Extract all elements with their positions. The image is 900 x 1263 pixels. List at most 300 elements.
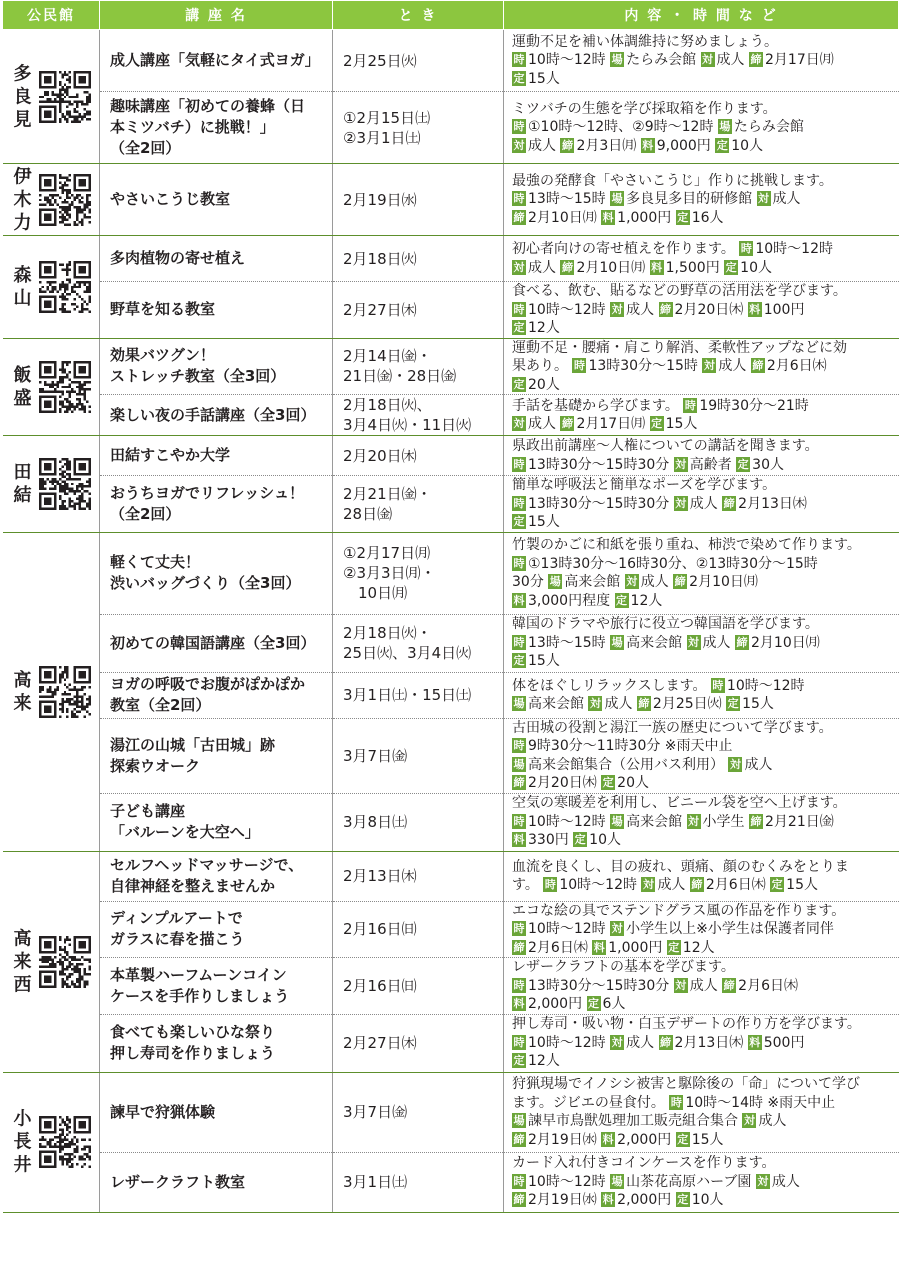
details-text: 2月13日㈭ <box>738 495 807 512</box>
course-details-line <box>512 397 893 416</box>
course-name <box>100 436 333 476</box>
info-tag-badge: 定 <box>513 377 525 391</box>
kouminkan-cell <box>3 851 100 1072</box>
details-text: 2月3日㈪ <box>576 137 641 154</box>
details-text: 13時30分～15時 <box>588 358 703 374</box>
table-row <box>3 164 899 236</box>
details-text: 成人 <box>772 191 801 208</box>
course-details-line <box>512 1191 893 1210</box>
info-tag-badge: 締 <box>750 53 762 67</box>
details-text: 20人 <box>528 376 560 393</box>
course-name-line: 湯江の山城「古田城」跡 <box>110 735 276 754</box>
qr-code-icon <box>39 361 91 413</box>
header-date: と き <box>333 1 504 30</box>
details-text: 2月17日㈪ <box>765 52 834 69</box>
details-text: 13時～15時 <box>528 634 611 651</box>
course-date <box>333 92 504 164</box>
info-tag-badge: 時 <box>573 359 585 372</box>
table-row <box>3 395 899 436</box>
course-details-line <box>512 172 893 191</box>
course-name-line: 多肉植物の寄せ植え <box>110 249 246 267</box>
details-text: 10時～12時 <box>528 921 611 937</box>
details-text: 狩猟現場でイノシシ被害と駆除後の「命」について学び <box>512 1076 860 1092</box>
details-text: 10時～12時 <box>528 813 611 830</box>
table-row <box>3 1152 899 1212</box>
course-details-line <box>512 339 893 358</box>
info-tag-badge: 定 <box>513 515 525 528</box>
info-tag-badge: 時 <box>513 978 525 992</box>
table-row <box>3 1072 899 1152</box>
details-text: 2,000円 <box>617 1192 676 1209</box>
course-date-line: 3月8日㈯ <box>343 813 408 831</box>
info-tag-badge: 料 <box>749 302 761 316</box>
kouminkan-cell <box>3 1072 100 1212</box>
course-details-line <box>512 456 893 475</box>
kouminkan-name-char: 伊 <box>13 166 32 187</box>
info-tag-badge: 締 <box>752 359 764 372</box>
info-tag-badge: 定 <box>574 833 586 847</box>
course-name-line: 効果バツグン！ <box>110 346 215 365</box>
course-details-line <box>512 958 893 977</box>
table-row <box>3 236 899 282</box>
details-text: 成人 <box>528 416 561 432</box>
details-text: 体をほぐしリラックスします。 <box>512 677 711 694</box>
details-text: 諫早市鳥獣処理加工販売組合集合 <box>528 1113 743 1129</box>
course-date-line: 28日㈮ <box>343 504 393 523</box>
course-date-line: 2月16日㈰ <box>343 920 417 939</box>
course-date <box>333 395 504 436</box>
info-tag-badge: 料 <box>513 593 525 607</box>
info-tag-badge: 対 <box>703 359 715 372</box>
info-tag-badge: 定 <box>668 940 680 954</box>
course-details-line <box>512 51 893 70</box>
course-date <box>333 338 504 395</box>
course-date <box>333 672 504 718</box>
course-details-line <box>512 476 893 495</box>
info-tag-badge: 締 <box>561 260 573 274</box>
table-row <box>3 436 899 476</box>
info-tag-badge: 定 <box>588 997 600 1010</box>
course-details-line <box>512 1094 893 1113</box>
table-row <box>3 793 899 851</box>
course-name <box>100 1152 333 1212</box>
details-text: 3,000円程度 <box>528 592 615 609</box>
course-details-line <box>512 652 893 671</box>
course-name-line: 初めての韓国語講座（全3回） <box>110 633 316 652</box>
course-date-line: ②3月3日㈪・ <box>343 564 436 582</box>
details-text: 2月20日㈭ <box>674 301 748 318</box>
course-details <box>504 1072 899 1152</box>
table-row <box>3 476 899 533</box>
info-tag-badge: 対 <box>688 635 700 649</box>
course-date <box>333 1014 504 1072</box>
details-text: 成人 <box>640 574 674 590</box>
course-date <box>333 958 504 1015</box>
details-text: たらみ会館 <box>626 52 701 69</box>
course-name <box>100 672 333 718</box>
course-details <box>504 958 899 1015</box>
details-text: す。 <box>512 877 544 893</box>
details-text: 県政出前講座～人権についての講話を聞きます。 <box>512 438 819 454</box>
details-text: 高来会館 <box>564 574 625 590</box>
course-details-line <box>512 920 893 939</box>
info-tag-badge: 時 <box>712 678 724 692</box>
details-text: 成人 <box>702 634 735 651</box>
info-tag-badge: 対 <box>758 192 770 206</box>
info-tag-badge: 定 <box>513 71 525 85</box>
info-tag-badge: 時 <box>513 1174 525 1188</box>
course-date-line: ②3月1日㈯ <box>343 128 421 147</box>
course-details-line <box>512 902 893 921</box>
course-details-line <box>512 282 893 301</box>
kouminkan-name-char: 良 <box>13 86 32 107</box>
kouminkan-name-char: 高 <box>13 928 32 949</box>
details-text: 食べる、飲む、貼るなどの野草の活用法を学びます。 <box>512 283 847 299</box>
course-details-line <box>512 858 893 877</box>
details-text: 高来会館 <box>626 634 687 651</box>
course-details-line <box>512 1131 893 1150</box>
info-tag-badge: 時 <box>513 192 525 206</box>
info-tag-badge: 対 <box>743 1114 755 1127</box>
details-text: 小学生 <box>702 813 749 830</box>
course-name <box>100 92 333 164</box>
info-tag-badge: 締 <box>660 1035 672 1049</box>
details-text: 13時30分～15時30分 <box>528 977 674 994</box>
course-name-line: ケースを手作りしましょう <box>110 986 290 1005</box>
info-tag-badge: 定 <box>737 457 749 471</box>
info-tag-badge: 時 <box>544 878 556 891</box>
course-name-line: やさいこうじ教室 <box>110 190 231 208</box>
course-name <box>100 718 333 793</box>
details-text: 10時～12時 <box>528 1173 611 1190</box>
course-date <box>333 30 504 92</box>
info-tag-badge: 締 <box>723 978 735 992</box>
course-details-line <box>512 831 893 850</box>
course-details <box>504 614 899 672</box>
details-text: 15人 <box>665 416 698 432</box>
course-details-line <box>512 1154 893 1173</box>
info-tag-badge: 対 <box>513 138 525 152</box>
course-date-line: 2月14日㈮・ <box>343 347 432 366</box>
details-text: 成人 <box>626 301 659 318</box>
course-details-line <box>512 1173 893 1192</box>
kouminkan-name-char: 森 <box>13 264 32 286</box>
course-details <box>504 92 899 164</box>
details-text: 成人 <box>626 1034 659 1051</box>
kouminkan-cell <box>3 30 100 164</box>
details-text: 成人 <box>528 259 561 276</box>
info-tag-badge: 時 <box>513 739 525 752</box>
course-date-line: 2月21日㈮・ <box>343 484 432 503</box>
details-text: 1,000円 <box>617 209 676 226</box>
course-date <box>333 282 504 339</box>
kouminkan-name-char: 力 <box>13 212 32 233</box>
course-details-line <box>512 137 893 156</box>
info-tag-badge: 定 <box>513 1054 525 1068</box>
info-tag-badge: 定 <box>727 697 739 710</box>
details-text: 多良見多目的研修館 <box>626 191 757 208</box>
course-date <box>333 1072 504 1152</box>
course-details <box>504 793 899 851</box>
info-tag-badge: 場 <box>611 1174 623 1188</box>
course-name <box>100 395 333 436</box>
course-details-line <box>512 301 893 320</box>
details-text: 10人 <box>731 137 764 154</box>
table-row <box>3 1014 899 1072</box>
info-tag-badge: 時 <box>513 302 525 316</box>
info-tag-badge: 対 <box>626 575 638 588</box>
info-tag-badge: 料 <box>749 1035 761 1049</box>
info-tag-badge: 場 <box>611 635 623 649</box>
qr-code-icon <box>39 261 91 313</box>
info-tag-badge: 締 <box>638 697 650 710</box>
course-details-line <box>512 615 893 634</box>
details-text: カード入れ付きコインケースを作ります。 <box>512 1155 776 1172</box>
kouminkan-name-char: 来 <box>13 692 32 714</box>
info-tag-badge: 締 <box>691 878 703 891</box>
details-text: 2月20日㈭ <box>528 775 602 791</box>
kouminkan-name-char: 来 <box>13 951 32 972</box>
info-tag-badge: 対 <box>513 260 525 274</box>
details-text: 竹製のかごに和紙を張り重ね、柿渋で染めて作ります。 <box>512 537 861 553</box>
info-tag-badge: 料 <box>593 940 605 954</box>
info-tag-badge: 場 <box>513 757 525 771</box>
details-text: 2月6日㈭ <box>738 977 798 994</box>
kouminkan-name-char: 盛 <box>13 387 32 409</box>
course-name <box>100 614 333 672</box>
course-name-line: （全2回） <box>110 504 181 523</box>
details-text: 押し寿司・吸い物・白玉デザートの作り方を学びます。 <box>512 1016 861 1033</box>
details-text: 6人 <box>602 996 626 1012</box>
course-name-line: 押し寿司を作りましょう <box>110 1044 276 1062</box>
course-details-line <box>512 756 893 775</box>
course-name <box>100 164 333 236</box>
course-details-line <box>512 1075 893 1094</box>
info-tag-badge: 対 <box>611 302 623 316</box>
kouminkan-name-char: 見 <box>13 109 32 130</box>
info-tag-badge: 締 <box>723 496 735 510</box>
course-name-line: おうちヨガでリフレッシュ！ <box>110 483 304 502</box>
info-tag-badge: 対 <box>675 978 687 992</box>
info-tag-badge: 定 <box>771 878 783 891</box>
course-name-line: 探索ウオーク <box>110 756 201 775</box>
info-tag-badge: 時 <box>670 1095 682 1109</box>
details-text: 血流を良くし、目の疲れ、頭痛、顔のむくみをとりま <box>512 858 849 875</box>
details-text: 成人 <box>528 137 561 154</box>
details-text: 成人 <box>718 358 751 374</box>
details-text: 2月17日㈪ <box>576 416 650 432</box>
info-tag-badge: 定 <box>716 138 728 152</box>
course-name <box>100 532 333 614</box>
course-details <box>504 851 899 901</box>
header-details: 内 容 ・ 時 間 な ど <box>504 1 899 30</box>
course-details-line <box>512 357 893 376</box>
table-header <box>3 1 899 30</box>
kouminkan-name <box>11 461 35 507</box>
course-date <box>333 476 504 533</box>
course-name-line: ガラスに春を描こう <box>110 930 245 949</box>
course-details-line <box>512 319 893 338</box>
course-date-line: 2月18日㈫、 <box>343 396 432 414</box>
course-details-line <box>512 876 893 895</box>
info-tag-badge: 締 <box>750 814 762 828</box>
details-text: 初心者向けの寄せ植えを作ります。 <box>512 241 740 257</box>
info-tag-badge: 時 <box>513 120 525 134</box>
details-text: 成人 <box>657 877 690 893</box>
course-details-line <box>512 677 893 696</box>
course-details <box>504 30 899 92</box>
details-text: 高来会館 <box>626 813 687 830</box>
course-details-line <box>512 259 893 278</box>
course-details-line <box>512 513 893 532</box>
info-tag-badge: 料 <box>513 997 525 1010</box>
details-text: 2月19日㈬ <box>528 1192 602 1209</box>
course-name-line: ヨガの呼吸でお腹がぽかぽか <box>110 675 306 693</box>
details-text: 15人 <box>528 653 560 670</box>
course-name <box>100 901 333 958</box>
course-name <box>100 1072 333 1152</box>
course-date-line: 2月19日㈬ <box>343 190 417 209</box>
kouminkan-name-char: 木 <box>13 189 32 210</box>
info-tag-badge: 定 <box>651 417 663 430</box>
course-date-line: 25日㈫、3月4日㈫ <box>343 644 472 662</box>
info-tag-badge: 定 <box>602 776 614 789</box>
course-details-line <box>512 1015 893 1034</box>
details-text: 12人 <box>528 1053 560 1070</box>
kouminkan-name-char: 小 <box>13 1108 32 1130</box>
info-tag-badge: 定 <box>513 654 525 668</box>
kouminkan-name <box>11 62 35 131</box>
details-text: 10時～12時 <box>528 1034 611 1051</box>
details-text: 15人 <box>691 1131 724 1148</box>
info-tag-badge: 時 <box>513 496 525 510</box>
info-tag-badge: 締 <box>660 302 672 316</box>
info-tag-badge: 対 <box>702 53 714 67</box>
kouminkan-cell <box>3 532 100 851</box>
details-text: 500円 <box>763 1034 805 1051</box>
course-name <box>100 476 333 533</box>
kouminkan-cell <box>3 436 100 533</box>
course-details-line <box>512 592 893 611</box>
course-date-line: ①2月15日㈯ <box>343 108 431 127</box>
details-text: 2月25日㈫ <box>652 696 727 712</box>
course-name-line: 諫早で狩猟体験 <box>110 1102 216 1121</box>
info-tag-badge: 対 <box>675 496 687 510</box>
details-text: 10時～14時 ※雨天中止 <box>685 1094 836 1111</box>
info-tag-badge: 料 <box>602 210 614 224</box>
table-row <box>3 851 899 901</box>
course-name <box>100 793 333 851</box>
details-text: 330円 <box>528 832 574 849</box>
course-name <box>100 1014 333 1072</box>
details-text: 運動不足を補い体調維持に努めましょう。 <box>512 33 778 50</box>
info-tag-badge: 対 <box>513 417 525 430</box>
table-row <box>3 901 899 958</box>
course-name-line: ディンプルアートで <box>110 909 243 928</box>
course-details <box>504 236 899 282</box>
details-text: 2月6日㈭ <box>705 877 771 893</box>
course-details <box>504 901 899 958</box>
details-text: 成人 <box>689 977 723 994</box>
kouminkan-name <box>11 927 35 996</box>
info-tag-badge: 対 <box>642 878 654 891</box>
details-text: 9,000円 <box>656 137 716 154</box>
table-row <box>3 30 899 92</box>
details-text: 15人 <box>786 877 818 893</box>
course-date <box>333 718 504 793</box>
kouminkan-cell <box>3 164 100 236</box>
course-date-line: 3月7日㈮ <box>343 746 408 765</box>
kouminkan-name-char: 井 <box>13 1154 32 1176</box>
info-tag-badge: 時 <box>740 242 752 255</box>
qr-code-icon <box>39 936 91 988</box>
info-tag-badge: 締 <box>513 1193 525 1207</box>
course-details-line <box>512 100 893 119</box>
course-name-line: 楽しい夜の手話講座（全3回） <box>110 405 316 424</box>
course-details-line <box>512 774 893 793</box>
course-name-line: レザークラフト教室 <box>110 1172 246 1191</box>
course-name-line: 渋いバッグづくり（全3回） <box>110 574 301 592</box>
course-details-line <box>512 495 893 514</box>
course-name-line: 本ミツバチ）に挑戦！」 <box>110 118 275 136</box>
details-text: ①10時～12時、②9時～12時 <box>528 119 718 136</box>
info-tag-badge: 場 <box>719 120 731 134</box>
details-text: 10人 <box>740 259 772 276</box>
kouminkan-name <box>11 165 35 234</box>
details-text: 30分 <box>512 574 549 590</box>
kouminkan-name-char: 山 <box>13 287 32 309</box>
kouminkan-name-char: 西 <box>13 974 32 995</box>
details-text: 2,000円 <box>528 996 587 1012</box>
course-name-line: 成人講座「気軽にタイ式ヨガ」 <box>110 51 320 69</box>
course-details <box>504 532 899 614</box>
course-name-line: 軽くて丈夫！ <box>110 553 201 571</box>
course-details <box>504 282 899 339</box>
details-text: 19時30分～21時 <box>699 397 809 414</box>
details-text: 成人 <box>771 1173 800 1190</box>
course-details-line <box>512 737 893 756</box>
details-text: 1,000円 <box>608 939 667 956</box>
details-text: 2月6日㈭ <box>766 358 827 374</box>
table-row <box>3 92 899 164</box>
qr-code-icon <box>39 666 91 718</box>
course-name-line: 本革製ハーフムーンコイン <box>110 965 287 984</box>
info-tag-badge: 締 <box>561 417 573 430</box>
course-name <box>100 30 333 92</box>
qr-code-icon <box>39 174 91 226</box>
details-text: ①13時30分～16時30分、②13時30分～15時 <box>528 555 818 572</box>
qr-code-icon <box>39 458 91 510</box>
course-details-line <box>512 977 893 996</box>
info-tag-badge: 締 <box>561 138 573 152</box>
info-tag-badge: 場 <box>513 697 525 710</box>
info-tag-badge: 締 <box>513 1132 525 1146</box>
details-text: 韓国のドラマや旅行に役立つ韓国語を学びます。 <box>512 616 819 633</box>
details-text: 10時～12時 <box>528 301 611 318</box>
course-details <box>504 1152 899 1212</box>
course-date <box>333 532 504 614</box>
info-tag-badge: 料 <box>651 260 663 274</box>
course-details-line <box>512 695 893 714</box>
course-name-line: （全2回） <box>110 139 181 157</box>
info-tag-badge: 対 <box>729 757 741 771</box>
course-date-line: 10日㈪ <box>343 584 408 602</box>
course-details-line <box>512 376 893 395</box>
details-text: 山茶花高原ハーブ園 <box>626 1173 756 1190</box>
info-tag-badge: 対 <box>757 1174 769 1188</box>
info-tag-badge: 時 <box>684 398 696 412</box>
details-text: ます。ジビエの昼食付。 <box>512 1094 670 1111</box>
